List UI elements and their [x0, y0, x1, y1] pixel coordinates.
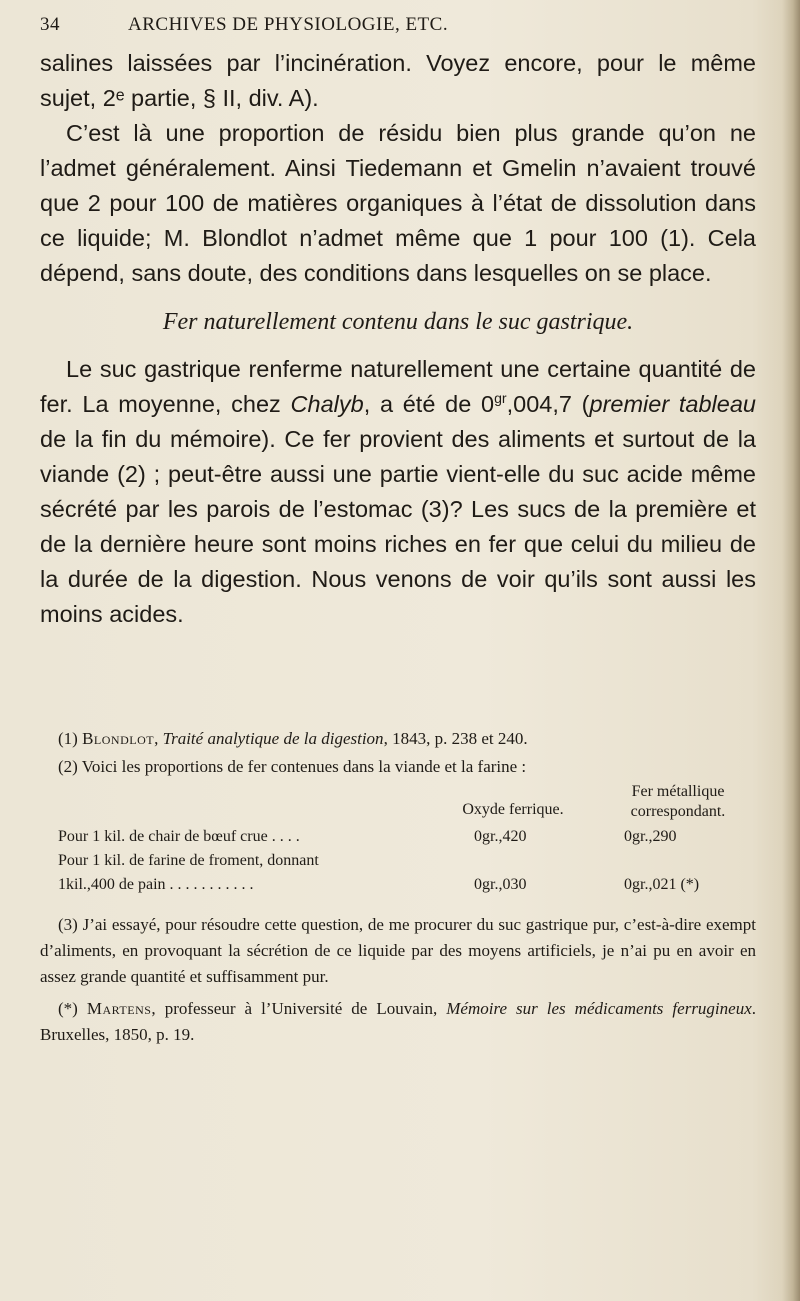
footnote-4 — [40, 996, 756, 1048]
oxide-column-header: Oxyde ferrique. — [462, 801, 564, 818]
row-iron-value: 0gr.,021 (*) — [624, 876, 700, 893]
footnotes — [40, 726, 756, 1050]
footnote-1-rest: , 1843, p. 238 et 240. — [383, 729, 528, 748]
iron-column-header-line-2: correspondant. — [630, 803, 726, 820]
footnote-1-number: (1) — [58, 729, 83, 748]
paragraph-3-text-b: , a été de 0 — [363, 391, 495, 417]
footnote-4-author: Martens — [86, 999, 152, 1018]
footnote-3: (3) J’ai essayé, pour résoudre cette question, de me procurer du suc gastrique pur, c’est-à-dire exempt d’aliments, en provoquant la sécrétion de ce liquide par des moyens artificiels, je n’ai pu en avoir en assez grande quantité et suffisamment pur. — [40, 915, 756, 986]
paragraph-3-unit: gr — [494, 390, 507, 407]
paragraph-3-ref: premier tableau — [589, 391, 756, 417]
paragraph-3 — [40, 352, 756, 632]
section-title: Fer naturellement contenu dans le suc gastrique. — [162, 309, 634, 335]
row-iron-value: 0gr.,290 — [624, 828, 677, 845]
page-header — [40, 4, 760, 42]
iron-column-header-line-1: Fer métallique — [631, 783, 725, 800]
running-title: ARCHIVES DE PHYSIOLOGIE, ETC. — [128, 14, 449, 35]
iron-table — [40, 782, 756, 906]
paragraph-2: C’est là une proportion de résidu bien plus grande qu’on ne l’admet généralement. Ainsi Tiedemann et Gmelin n’avaient trouvé que 2 pour 100 de matières organiques à l’état de dissolution dans ce liquide; M. Blondlot n’admet même que 1 pour 100 (1). Cela dépend, sans doute, des conditions dans lesquelles on se place. — [40, 120, 756, 286]
footnote-1-title: Traité analytique de la digestion — [162, 729, 384, 748]
footnote-4-number: (*) — [58, 999, 87, 1018]
iron-column-header — [600, 782, 756, 822]
paragraph-3-text-a: Le suc gastrique renferme naturellement une certaine quantité de fer. La moyenne, chez — [40, 356, 756, 417]
paragraph-1: salines laissées par l’incinération. Voyez encore, pour le même sujet, 2ᵉ partie, § II, div. A). — [40, 50, 756, 111]
row-label-continuation: 1kil.,400 de pain . . . . . . . . . . . — [58, 876, 254, 893]
footnote-1 — [40, 726, 756, 752]
row-oxide-value: 0gr.,030 — [474, 876, 527, 893]
page-number: 34 — [40, 14, 60, 35]
footnote-1-author: Blondlot — [82, 729, 155, 748]
row-oxide-value: 0gr.,420 — [474, 828, 527, 845]
page-edge-shadow — [782, 0, 800, 1301]
row-label: Pour 1 kil. de farine de froment, donnant — [58, 852, 319, 869]
footnote-1-sep: , — [154, 729, 163, 748]
footnote-4-mid: , professeur à l’Université de Louvain, — [151, 999, 447, 1018]
paragraph-3-text-c: ,004,7 ( — [506, 391, 590, 417]
paragraph-3-text-d: de la fin du mémoire). Ce fer provient des aliments et surtout de la viande (2) ; peut-être aussi une partie vient-elle du suc acide même sécrété par les parois de l’estomac (3)? Les sucs de la première et de la dernière heure sont moins riches en fer que celui du milieu de la durée de la digestion. Nous venons de voir qu’ils sont aussi les moins acides. — [40, 426, 756, 627]
footnote-4-title: Mémoire sur les médicaments ferrugineux — [446, 999, 752, 1018]
footnote-4-rest: . Bruxelles, 1850, p. 19. — [40, 999, 756, 1044]
footnote-2: (2) Voici les proportions de fer contenues dans la viande et la farine : — [58, 757, 527, 776]
row-label: Pour 1 kil. de chair de bœuf crue . . . . — [58, 828, 300, 845]
paragraph-3-name: Chalyb — [290, 391, 364, 417]
main-text — [40, 46, 756, 632]
